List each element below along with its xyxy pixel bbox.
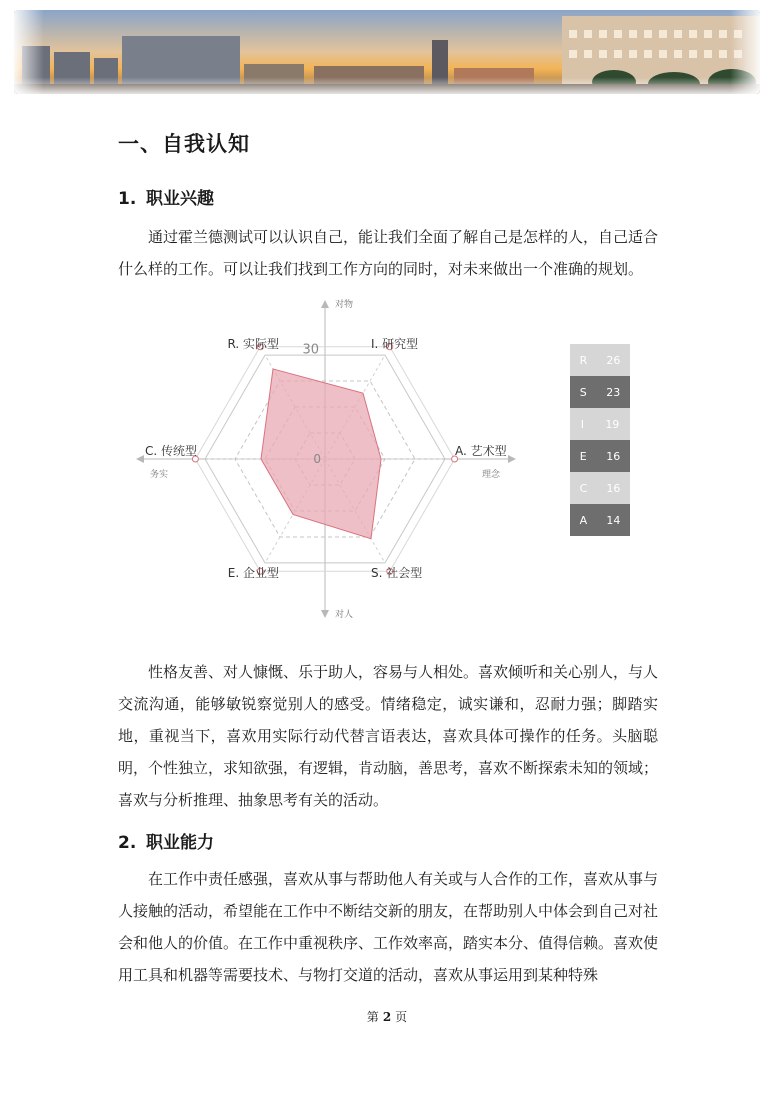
- interest-heading-text: 职业兴趣: [146, 189, 214, 209]
- score-value: 16: [606, 481, 621, 495]
- score-code: C: [579, 481, 588, 495]
- radar-axis-label-2: I. 研究型: [371, 337, 419, 351]
- ability-paragraph: 在工作中责任感强，喜欢从事与帮助他人有关或与人合作的工作，喜欢从事与人接触的活动，希望能在工作中不断结交新的朋友，在帮助别人中体会到自己对社会和他人的价值。在工作中重视秩序、工作效率高，踏实本分、值得信赖。喜欢使用工具和机器等需要技术、与物打交道的活动，喜欢从事运用到某种特殊: [118, 870, 659, 984]
- ability-heading: [118, 828, 214, 853]
- score-value: 26: [606, 353, 621, 367]
- axis-arrow-top: [321, 300, 329, 308]
- score-row-a: [570, 504, 630, 536]
- interest-heading: [118, 184, 214, 209]
- score-code: E: [579, 449, 587, 463]
- scale-label-min: 0: [313, 452, 321, 466]
- scale-label-max: 30: [302, 342, 319, 358]
- score-code: A: [579, 513, 588, 527]
- score-code: I: [580, 417, 584, 431]
- score-row-e: [570, 440, 630, 472]
- axis-arrow-bottom: [321, 610, 329, 618]
- score-row-c: [570, 472, 630, 504]
- footer-suffix: 页: [395, 1010, 408, 1024]
- radar-axis-label-1: R. 实际型: [227, 337, 279, 351]
- interest-intro-paragraph: 通过霍兰德测试可以认识自己，能让我们全面了解自己是怎样的人，自己适合什么样的工作。可以让我们找到工作方向的同时，对未来做出一个准确的规划。: [118, 228, 659, 278]
- score-value: 19: [605, 417, 620, 431]
- axis-arrow-right: [508, 455, 516, 463]
- radar-axis-label-4: S. 社会型: [371, 566, 423, 580]
- score-code: R: [579, 353, 588, 367]
- radar-axis-label-6: C. 传统型: [144, 444, 197, 458]
- holland-score-table: [570, 344, 630, 536]
- interest-description-paragraph: 性格友善、对人慷慨、乐于助人，容易与人相处。喜欢倾听和关心别人，与人交流沟通，能够敏锐察觉别人的感受。情绪稳定，诚实谦和，忍耐力强；脚踏实地，重视当下，喜欢用实际行动代替言语表达，喜欢具体可操作的任务。头脑聪明，个性独立，求知欲强，有逻辑，肯动脑，善思考，喜欢不断探索未知的领域；喜欢与分析推理、抽象思考有关的活动。: [118, 663, 659, 809]
- interest-heading-number: 1.: [118, 189, 137, 209]
- axis-arrow-left: [136, 455, 144, 463]
- direction-label-left: 务实: [150, 470, 169, 480]
- direction-label-right: 理念: [482, 470, 501, 480]
- ability-heading-text: 职业能力: [146, 833, 214, 853]
- score-row-s: [570, 376, 630, 408]
- direction-label-bottom: 对人: [335, 610, 354, 620]
- radar-axis-label-5: E. 企业型: [227, 566, 279, 580]
- section-title: 一、自我认知: [118, 132, 250, 156]
- footer-prefix: 第: [366, 1010, 379, 1024]
- radar-data-area: [261, 369, 381, 539]
- direction-label-top: 对物: [335, 300, 354, 310]
- score-row-r: [570, 344, 630, 376]
- score-row-i: [570, 408, 630, 440]
- score-value: 16: [606, 449, 621, 463]
- score-code: S: [579, 385, 587, 399]
- ability-heading-number: 2.: [118, 833, 137, 853]
- score-value: 23: [606, 385, 621, 399]
- holland-radar-chart: [120, 292, 540, 624]
- score-value: 14: [606, 513, 621, 527]
- page-footer: [0, 1008, 774, 1025]
- radar-axis-label-3: A. 艺术型: [455, 444, 507, 458]
- page-number: 2: [382, 1010, 392, 1024]
- header-banner-image: [14, 10, 760, 94]
